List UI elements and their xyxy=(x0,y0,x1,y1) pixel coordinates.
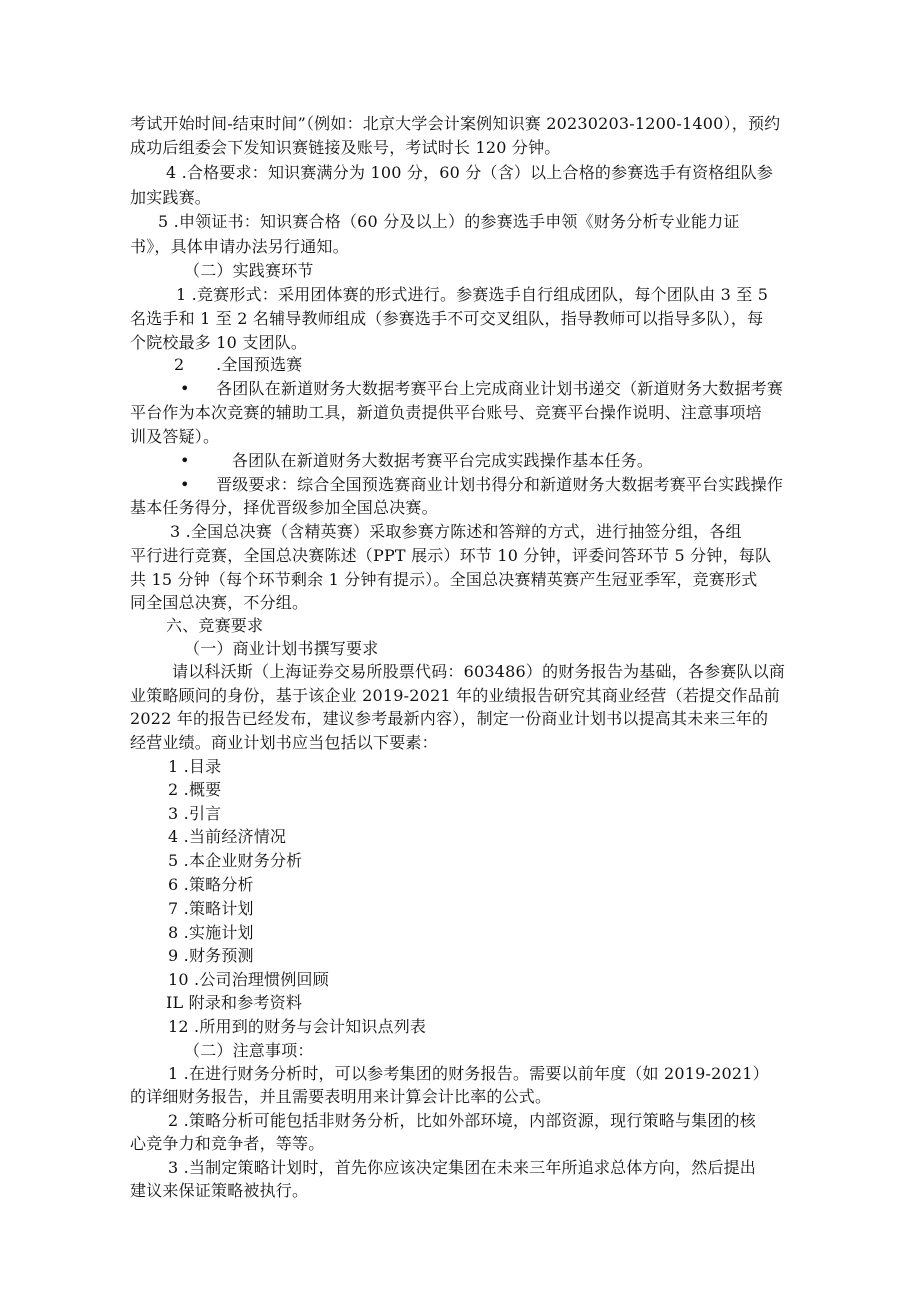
text-line: 3 .当制定策略计划时，首先你应该决定集团在未来三年所追求总体方向，然后提出 xyxy=(168,1158,756,1177)
list-item: 3 .引言 xyxy=(168,804,222,823)
text-line: 书》，具体申请办法另行通知。 xyxy=(130,237,349,256)
list-item: 4 .当前经济情况 xyxy=(168,827,287,846)
list-item: 2 .概要 xyxy=(168,780,222,799)
text-line: 平行进行竞赛，全国总决赛陈述（PPT 展示）环节 10 分钟，评委问答环节 5 分钟，每队 xyxy=(130,546,772,565)
text-line: 1 .在进行财务分析时，可以参考集团的财务报告。需要以前年度（如 2019-2021） xyxy=(168,1064,769,1083)
text-line: 3 .全国总决赛（含精英赛）采取参赛方陈述和答辩的方式，进行抽签分组，各组 xyxy=(170,522,742,541)
text-line: 的详细财务报告，并且需要表明用来计算会计比率的公式。 xyxy=(130,1087,552,1106)
list-item: 9 .财务预测 xyxy=(168,946,254,965)
list-item: 6 .策略分析 xyxy=(168,875,254,894)
text-line: 心竞争力和竞争者，等等。 xyxy=(130,1134,325,1153)
list-item: 5 .本企业财务分析 xyxy=(168,851,303,870)
section-heading: 六、竞赛要求 xyxy=(166,616,264,635)
text-line: 基本任务得分，择优晋级参加全国总决赛。 xyxy=(130,498,438,517)
list-item: IL 附录和参考资料 xyxy=(166,993,303,1012)
text-line: 请以科沃斯（上海证券交易所股票代码：603486）的财务报告为基础，各参赛队以商 xyxy=(172,662,786,681)
text-line: 成功后组委会下发知识赛链接及账号，考试时长 120 分钟。 xyxy=(130,138,561,157)
text-line: 考试开始时间-结束时间”（例如：北京大学会计案例知识赛 20230203-1200-1400），预约 xyxy=(130,114,781,133)
text-line: 2 .全国预选赛 xyxy=(174,355,303,374)
text-line: 同全国总决赛，不分组。 xyxy=(130,593,309,612)
text-line: 1 .竞赛形式：采用团体赛的形式进行。参赛选手自行组成团队，每个团队由 3 至 5 xyxy=(176,285,769,304)
text-line: 经营业绩。商业计划书应当包括以下要素： xyxy=(130,733,438,752)
section-heading: （一）商业计划书撰写要求 xyxy=(184,639,379,658)
list-item: 10 .公司治理惯例回顾 xyxy=(168,970,329,989)
text-line: 个院校最多 10 支团队。 xyxy=(130,333,308,352)
text-line: 2 .策略分析可能包括非财务分析，比如外部环境，内部资源，现行策略与集团的核 xyxy=(168,1111,756,1130)
list-item: 1 .目录 xyxy=(168,757,222,776)
text-line: 5 .申领证书：知识赛合格（60 分及以上）的参赛选手申领《财务分析专业能力证 xyxy=(158,212,740,231)
text-line: 建议来保证策略被执行。 xyxy=(130,1181,309,1200)
text-line: 4 .合格要求：知识赛满分为 100 分，60 分（含）以上合格的参赛选手有资格组队参 xyxy=(166,163,774,182)
text-line: 业策略顾问的身份，基于该企业 2019-2021 年的业绩报告研究其商业经营（若提交作品前 xyxy=(130,686,781,705)
text-line: 平台作为本次竞赛的辅助工具，新道负责提供平台账号、竞赛平台操作说明、注意事项培 xyxy=(130,403,762,422)
text-line: 名选手和 1 至 2 名辅导教师组成（参赛选手不可交叉组队，指导教师可以指导多队），每 xyxy=(130,309,764,328)
list-item: 7 .策略计划 xyxy=(168,899,254,918)
section-heading: （二）实践赛环节 xyxy=(184,261,314,280)
list-item: 12 .所用到的财务与会计知识点列表 xyxy=(168,1017,427,1036)
text-line: 加实践赛。 xyxy=(130,188,212,207)
list-item: 8 .实施计划 xyxy=(168,923,254,942)
text-line: 共 15 分钟（每个环节剩余 1 分钟有提示）。全国总决赛精英赛产生冠亚季军，竞赛形式 xyxy=(130,570,758,589)
bullet-line: • 晋级要求：综合全国预选赛商业计划书得分和新道财务大数据考赛平台实践操作 xyxy=(180,475,784,494)
bullet-line: • 各团队在新道财务大数据考赛平台完成实践操作基本任务。 xyxy=(180,451,654,470)
bullet-line: • 各团队在新道财务大数据考赛平台上完成商业计划书递交（新道财务大数据考赛 xyxy=(180,379,784,398)
text-line: 训及答疑）。 xyxy=(130,427,220,446)
text-line: 2022 年的报告已经发布，建议参考最新内容），制定一份商业计划书以提高其未来三年的 xyxy=(130,709,769,728)
section-heading: （二）注意事项： xyxy=(184,1041,314,1060)
